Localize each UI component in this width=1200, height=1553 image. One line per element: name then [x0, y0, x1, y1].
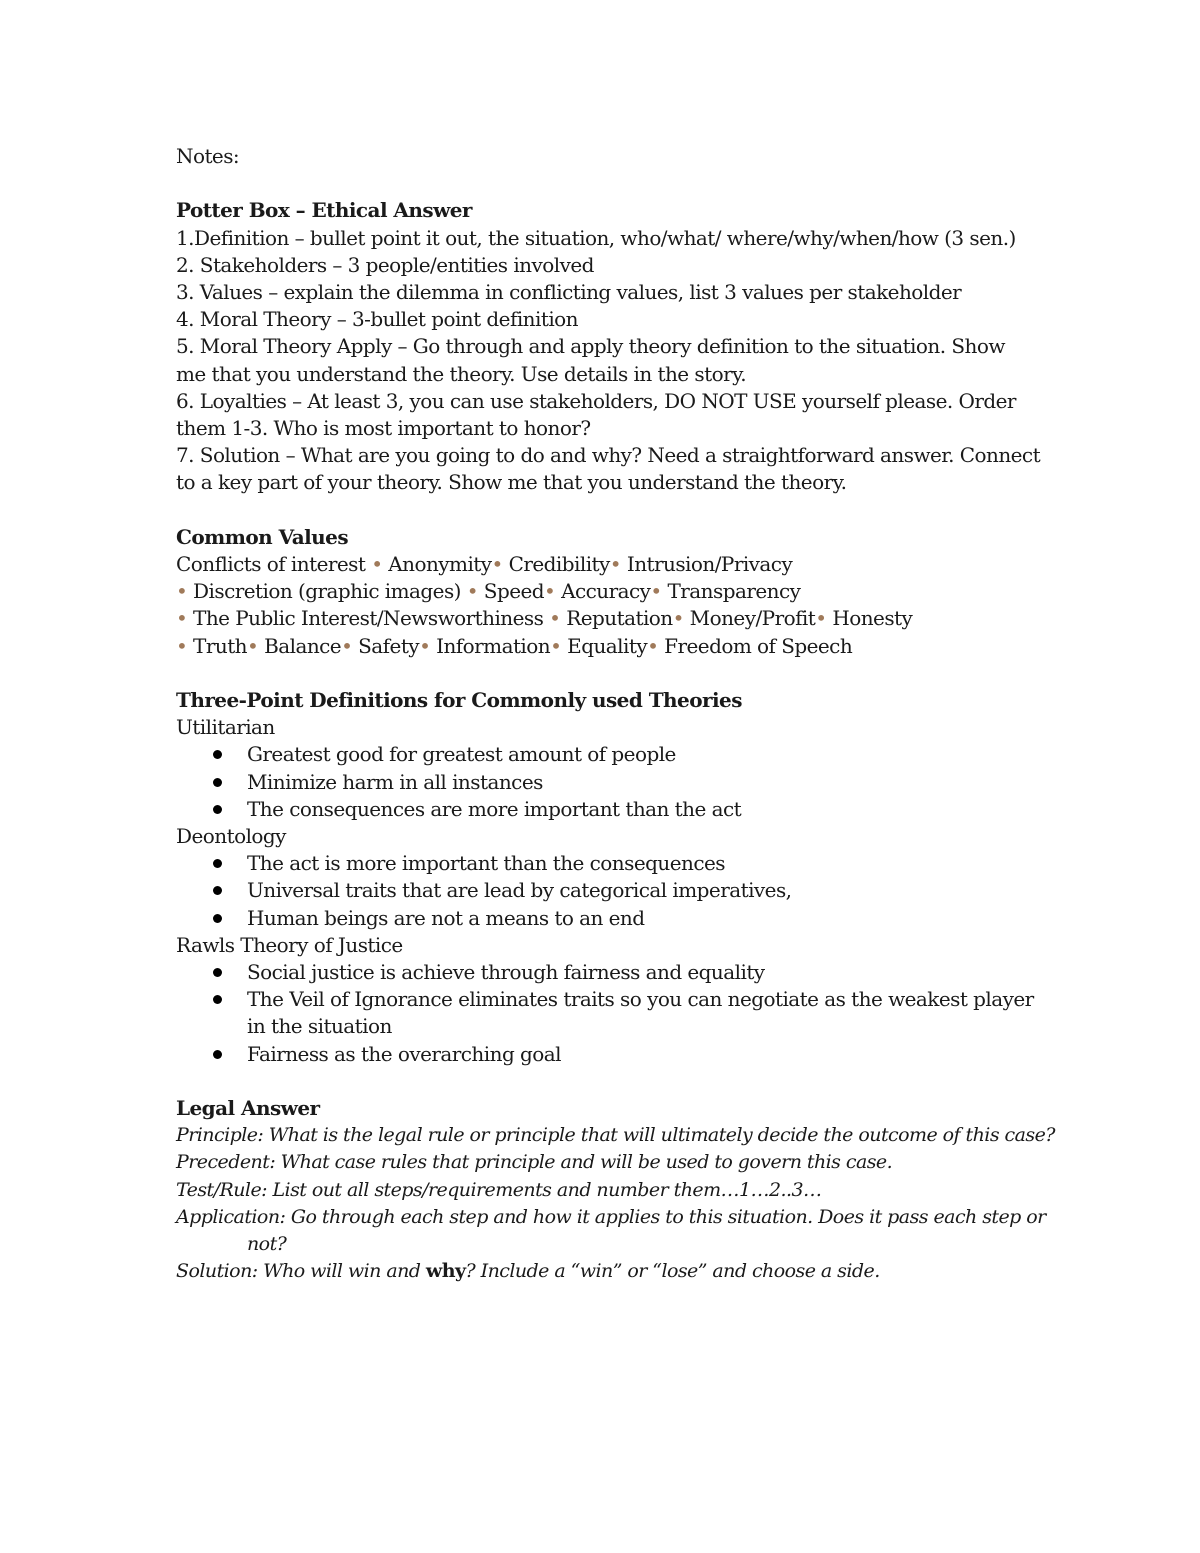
values-row — [176, 605, 1046, 632]
bullet-icon — [213, 750, 222, 759]
bullet-icon: • — [176, 579, 188, 604]
list-item: Universal traits that are lead by categorical imperatives, — [176, 877, 1046, 904]
bullet-icon: • — [647, 633, 659, 658]
bullet-icon: • — [550, 633, 562, 658]
legal-solution: Solution: Who will win and why? Include a “win” or “lose” and choose a side. — [176, 1260, 880, 1283]
potter-item: 2. Stakeholders – 3 people/entities involved — [176, 252, 594, 277]
potter-item: 7. Solution – What are you going to do and why? Need a straightforward answer. Connect — [176, 443, 1041, 468]
bullet-icon — [213, 805, 222, 814]
legal-principle: Principle: What is the legal rule or principle that will ultimately decide the outcome of this case? — [176, 1124, 1055, 1147]
bullet-icon: • — [609, 552, 622, 577]
notes-label: Notes: — [176, 144, 240, 168]
value-item: Information — [430, 633, 551, 658]
potter-item: me that you understand the theory. Use details in the story. — [176, 361, 746, 386]
value-item: Freedom of Speech — [658, 633, 853, 658]
list-item: The consequences are more important than the act — [176, 796, 1046, 823]
list-item: Social justice is achieve through fairness and equality — [176, 959, 1046, 986]
potter-item: 5. Moral Theory Apply – Go through and apply theory definition to the situation. Show — [176, 334, 1005, 359]
values-row — [176, 578, 1046, 605]
potter-item: 4. Moral Theory – 3-bullet point definition — [176, 307, 578, 332]
legal-answer-list — [176, 1122, 1055, 1285]
bullet-icon: • — [371, 552, 383, 577]
document-body — [176, 143, 1055, 1285]
value-item: Reputation — [560, 606, 673, 631]
bullet-icon — [213, 968, 222, 977]
values-row — [176, 551, 1046, 578]
value-item: The Public Interest/Newsworthiness — [187, 606, 550, 631]
bullet-icon: • — [176, 633, 188, 658]
value-item: Intrusion/Privacy — [621, 552, 793, 577]
bullet-icon: • — [544, 579, 556, 604]
legal-precedent: Precedent: What case rules that principle and will be used to govern this case. — [176, 1151, 893, 1174]
potter-item: 3. Values – explain the dilemma in conflicting values, list 3 values per stakeholder — [176, 280, 962, 304]
value-item: Conflicts of interest — [176, 552, 372, 577]
value-item: Equality — [561, 633, 648, 658]
potter-box-list — [176, 225, 1046, 497]
bullet-icon: • — [247, 633, 259, 658]
bullet-icon: • — [549, 606, 561, 631]
value-item: Money/Profit — [683, 606, 816, 631]
deontology-points — [176, 850, 1046, 932]
common-values-list — [176, 551, 1046, 660]
list-item: Fairness as the overarching goal — [176, 1041, 1046, 1068]
rawls-points — [176, 959, 1046, 1068]
value-item: Truth — [187, 633, 248, 658]
theory-name-rawls: Rawls Theory of Justice — [176, 932, 403, 957]
value-item: Speed — [478, 579, 545, 604]
bullet-icon — [213, 914, 222, 923]
bullet-icon — [213, 778, 222, 787]
bullet-icon: • — [815, 606, 827, 631]
value-item: Accuracy — [555, 579, 651, 604]
values-row — [176, 633, 1046, 660]
utilitarian-points — [176, 741, 1046, 823]
potter-item: them 1-3. Who is most important to honor? — [176, 416, 591, 441]
common-values-heading: Common Values — [176, 524, 349, 549]
value-item: Transparency — [661, 579, 801, 604]
theory-name-deontology: Deontology — [176, 824, 286, 849]
bullet-icon: • — [466, 579, 478, 604]
potter-item: 1.Definition – bullet point it out, the situation, who/what/ where/why/when/how (3 sen.) — [176, 225, 1016, 250]
value-item: Credibility — [502, 552, 610, 577]
value-item: Safety — [352, 633, 420, 658]
bullet-icon: • — [176, 606, 188, 631]
potter-item: to a key part of your theory. Show me that you understand the theory. — [176, 470, 847, 495]
value-item: Discretion (graphic images) — [187, 579, 467, 604]
list-item: Human beings are not a means to an end — [176, 905, 1046, 932]
bullet-icon: • — [491, 552, 503, 577]
theories-heading: Three-Point Definitions for Commonly used Theories — [176, 688, 742, 713]
list-item: Minimize harm in all instances — [176, 769, 1046, 796]
bullet-icon — [213, 995, 222, 1004]
legal-answer-heading: Legal Answer — [176, 1096, 320, 1121]
bullet-icon: • — [650, 579, 662, 604]
list-item: The act is more important than the consequences — [176, 850, 1046, 877]
bullet-icon: • — [672, 606, 684, 631]
bullet-icon — [213, 1050, 222, 1059]
potter-box-heading: Potter Box – Ethical Answer — [176, 198, 472, 223]
bullet-icon: • — [419, 633, 431, 658]
legal-test-rule: Test/Rule: List out all steps/requirements and number them…1…2..3… — [176, 1178, 822, 1201]
bullet-icon — [213, 886, 222, 895]
list-item: The Veil of Ignorance eliminates traits so you can negotiate as the weakest player in the situation — [176, 986, 1047, 1040]
legal-application: Application: Go through each step and how it applies to this situation. Does it pass each step or not? — [176, 1205, 1046, 1256]
bullet-icon — [213, 859, 222, 868]
value-item: Honesty — [826, 606, 913, 631]
list-item: Greatest good for greatest amount of people — [176, 741, 1046, 768]
value-item: Anonymity — [382, 552, 492, 577]
theory-name-utilitarian: Utilitarian — [176, 715, 275, 740]
bullet-icon: • — [341, 633, 353, 658]
potter-item: 6. Loyalties – At least 3, you can use stakeholders, DO NOT USE yourself please. Order — [176, 388, 1016, 413]
value-item: Balance — [258, 633, 342, 658]
